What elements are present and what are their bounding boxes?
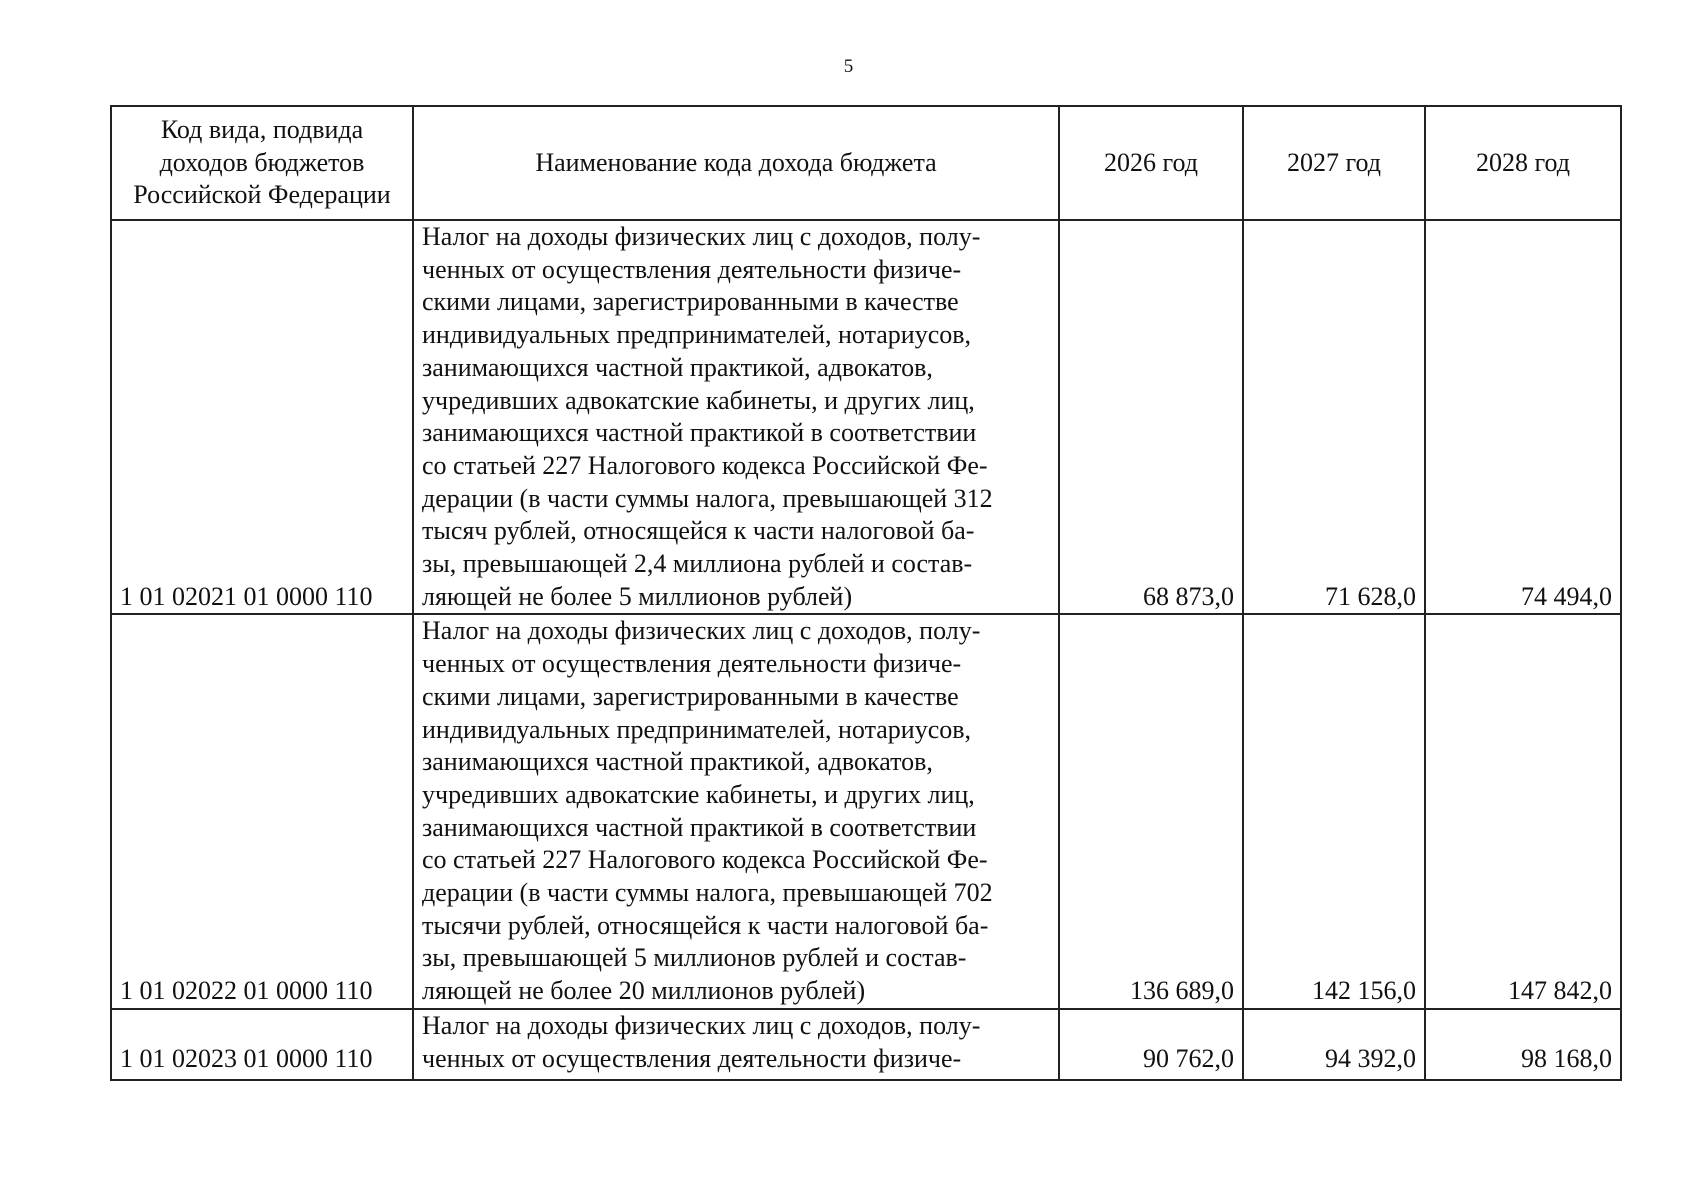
- revenue-code-cell: 1 01 02023 01 0000 110: [111, 1009, 413, 1080]
- name-line: со статьей 227 Налогового кодекса Российской Фе-: [422, 450, 988, 480]
- value-2027-cell: 71 628,0: [1243, 220, 1425, 614]
- header-year-2027: 2027 год: [1243, 106, 1425, 220]
- table-row: [111, 614, 1621, 1008]
- revenue-name-cell: [413, 1009, 1059, 1080]
- value-2028-cell: 74 494,0: [1425, 220, 1621, 614]
- value-2028-cell: 98 168,0: [1425, 1009, 1621, 1080]
- header-code-line: Код вида, подвида: [160, 114, 364, 144]
- value-2028-cell: 147 842,0: [1425, 614, 1621, 1008]
- name-line: зы, превышающей 5 миллионов рублей и состав-: [422, 943, 967, 973]
- name-line: ляющей не более 20 миллионов рублей): [422, 976, 866, 1006]
- header-code-line: Российской Федерации: [133, 180, 391, 210]
- name-line: Налог на доходы физических лиц с доходов, полу-: [422, 616, 981, 646]
- value-2026-cell: 68 873,0: [1059, 220, 1243, 614]
- revenue-name-cell: [413, 220, 1059, 614]
- name-line: скими лицами, зарегистрированными в качестве: [422, 681, 959, 711]
- name-line: ченных от осуществления деятельности физиче-: [422, 254, 962, 284]
- revenue-name-cell: [413, 614, 1059, 1008]
- name-line: занимающихся частной практикой в соответствии: [422, 418, 977, 448]
- name-line: зы, превышающей 2,4 миллиона рублей и состав-: [422, 549, 973, 579]
- value-2027-cell: 142 156,0: [1243, 614, 1425, 1008]
- table-header-row: [111, 106, 1621, 220]
- header-name: Наименование кода дохода бюджета: [413, 106, 1059, 220]
- revenue-code-cell: 1 01 02021 01 0000 110: [111, 220, 413, 614]
- revenue-code-cell: 1 01 02022 01 0000 110: [111, 614, 413, 1008]
- name-line: ляющей не более 5 миллионов рублей): [422, 581, 853, 611]
- name-line: занимающихся частной практикой, адвокатов,: [422, 747, 933, 777]
- table-row: [111, 1009, 1621, 1080]
- name-line: ченных от осуществления деятельности физиче-: [422, 649, 962, 679]
- value-2026-cell: 136 689,0: [1059, 614, 1243, 1008]
- name-line: тысяч рублей, относящейся к части налоговой ба-: [422, 516, 975, 546]
- name-line: Налог на доходы физических лиц с доходов, полу-: [422, 1010, 981, 1040]
- value-2026-cell: 90 762,0: [1059, 1009, 1243, 1080]
- name-line: индивидуальных предпринимателей, нотариусов,: [422, 320, 972, 350]
- name-line: со статьей 227 Налогового кодекса Российской Фе-: [422, 845, 988, 875]
- name-line: индивидуальных предпринимателей, нотариусов,: [422, 714, 972, 744]
- name-line: занимающихся частной практикой, адвокатов,: [422, 352, 933, 382]
- page-number: 5: [843, 56, 854, 77]
- table-row: [111, 220, 1621, 614]
- name-line: учредивших адвокатские кабинеты, и других лиц,: [422, 385, 975, 415]
- name-line: дерации (в части суммы налога, превышающей 312: [422, 483, 993, 513]
- name-line: ченных от осуществления деятельности физиче-: [422, 1043, 962, 1073]
- value-2027-cell: 94 392,0: [1243, 1009, 1425, 1080]
- header-year-2026: 2026 год: [1059, 106, 1243, 220]
- header-year-2028: 2028 год: [1425, 106, 1621, 220]
- name-line: тысячи рублей, относящейся к части налоговой ба-: [422, 910, 989, 940]
- header-code-line: доходов бюджетов: [159, 147, 365, 177]
- name-line: Налог на доходы физических лиц с доходов, полу-: [422, 222, 981, 251]
- name-line: занимающихся частной практикой в соответствии: [422, 812, 977, 842]
- name-line: скими лицами, зарегистрированными в качестве: [422, 287, 959, 317]
- header-code: [111, 106, 413, 220]
- name-line: дерации (в части суммы налога, превышающей 702: [422, 878, 993, 908]
- name-line: учредивших адвокатские кабинеты, и других лиц,: [422, 779, 975, 809]
- budget-revenue-table: [110, 105, 1622, 1081]
